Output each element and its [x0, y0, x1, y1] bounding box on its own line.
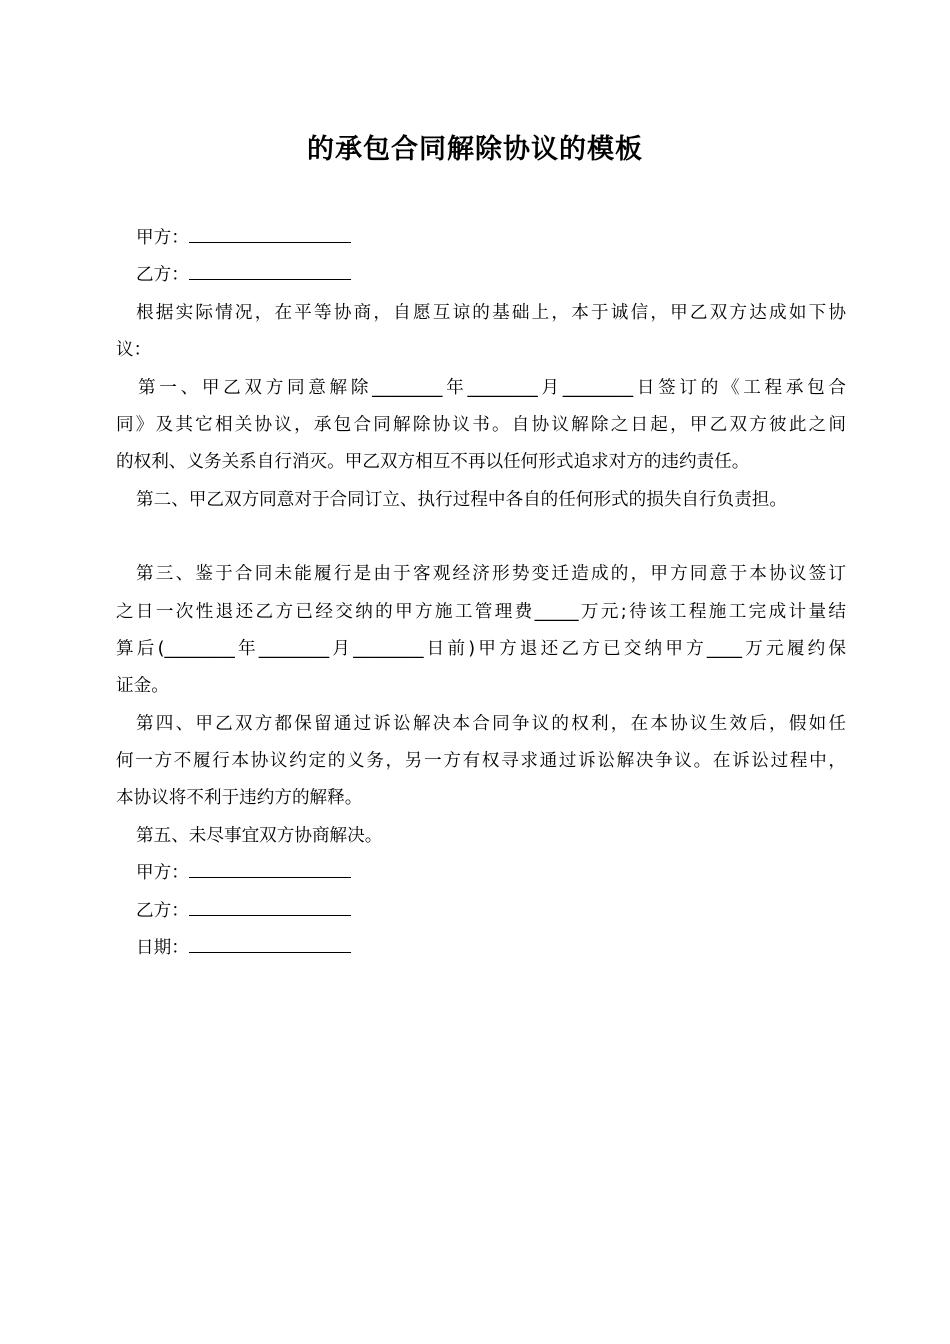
header-party-a-label: 甲方：	[136, 228, 189, 248]
clause1-line-2: 同》及其它相关协议，承包合同解除协议书。自协议解除之日起，甲乙双方彼此之间	[116, 414, 846, 435]
sign-party-b-blank	[189, 897, 351, 916]
clause4-line-3: 本协议将不利于违约方的解释。	[116, 788, 363, 809]
preamble-line-1: 根据实际情况，在平等协商，自愿互谅的基础上，本于诚信，甲乙双方达成如下协	[136, 302, 846, 323]
clause1-line-3: 的权利、义务关系自行消灭。甲乙双方相互不再以任何形式追求对方的违约责任。	[116, 452, 750, 473]
clause3-line-4: 证金。	[116, 676, 169, 697]
clause4-line-1: 第四、甲乙双方都保留通过诉讼解决本合同争议的权利，在本协议生效后，假如任	[136, 713, 846, 734]
sign-party-a-blank	[189, 860, 351, 879]
document-body	[116, 220, 846, 967]
document-title: 的承包合同解除协议的模板	[307, 134, 643, 165]
header-party-b-blank	[189, 262, 351, 281]
clause2-line-1: 第二、甲乙双方同意对于合同订立、执行过程中各自的任何形式的损失自行负责担。	[136, 489, 787, 510]
sign-party-a-line	[116, 855, 846, 892]
clause3-line-1: 第三、鉴于合同未能履行是由于客观经济形势变迁造成的，甲方同意于本协议签订	[136, 564, 846, 585]
clause1-line-1: 第一、甲乙双方同意解除________年________月________日签订的《工程承包合	[138, 377, 846, 398]
sign-party-a-label: 甲方：	[136, 863, 189, 884]
sign-party-b-label: 乙方：	[136, 900, 189, 921]
sign-date-line	[116, 930, 846, 967]
preamble-line-2: 议：	[116, 340, 152, 361]
sign-date-blank	[189, 934, 351, 953]
paragraph-gap	[116, 519, 846, 556]
sign-date-label: 日期：	[136, 938, 189, 959]
header-party-b-line	[116, 257, 846, 294]
clause3-line-3: 算后(________年________月________日前)甲方退还乙方已交纳甲方____万元履约保	[116, 638, 846, 659]
sign-party-b-line	[116, 893, 846, 930]
clause5-line-1: 第五、未尽事宜双方协商解决。	[136, 825, 383, 846]
clause3-line-2: 之日一次性退还乙方已经交纳的甲方施工管理费_____万元;待该工程施工完成计量结	[116, 601, 846, 622]
header-party-a-blank	[189, 224, 351, 243]
header-party-a-line	[116, 220, 846, 257]
clause4-line-2: 何一方不履行本协议约定的义务，另一方有权寻求通过诉讼解决争议。在诉讼过程中，	[116, 751, 846, 772]
header-party-b-label: 乙方：	[136, 265, 189, 286]
